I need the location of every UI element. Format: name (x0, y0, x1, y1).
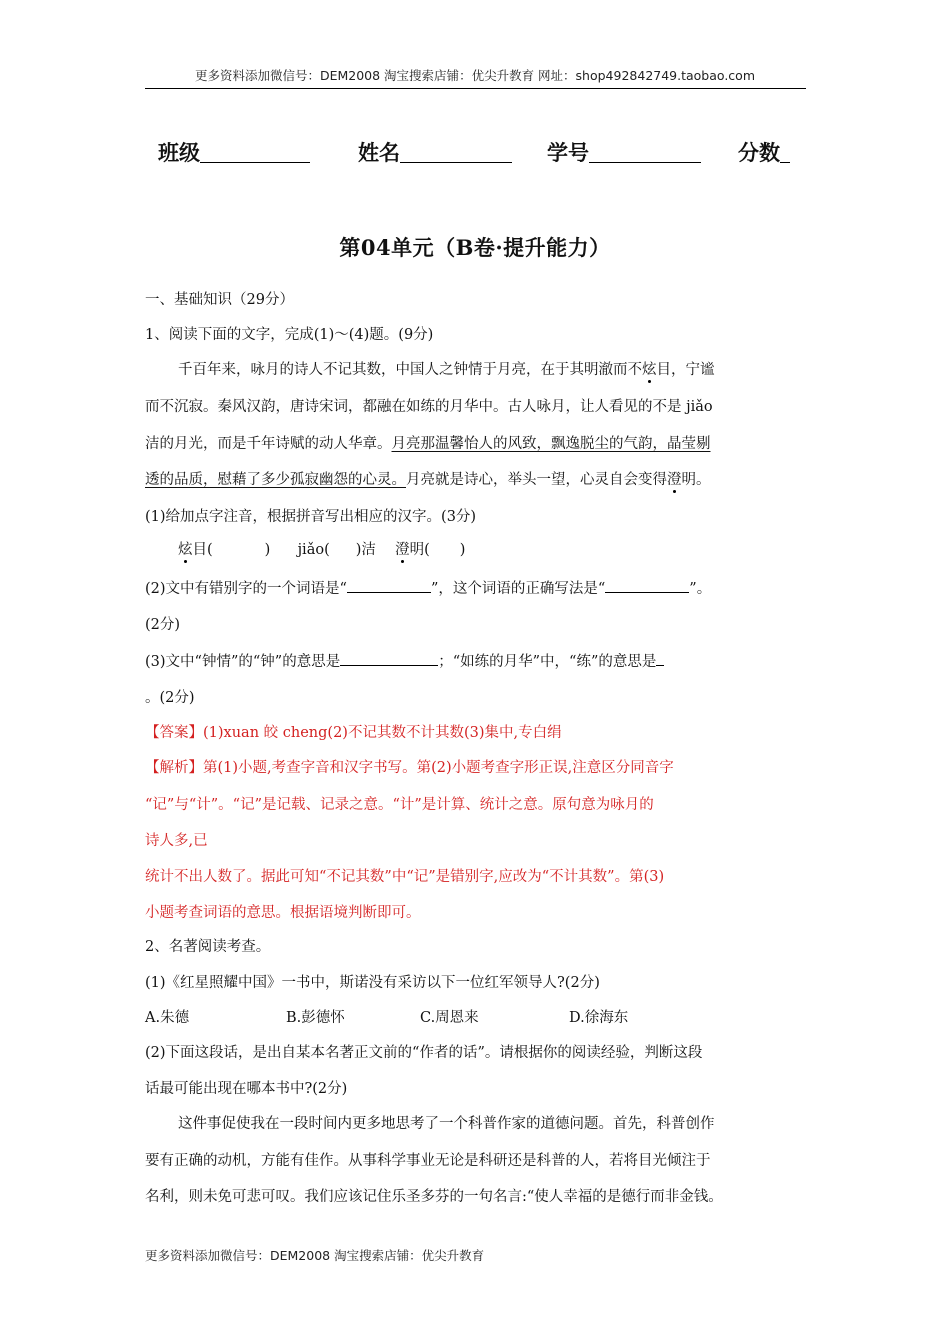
q1-passage-line: 洁的月光，而是千年诗赋的动人华章。月亮那温馨怡人的风致，飘逸脱尘的气韵，晶莹剔 (145, 436, 711, 452)
name-field: 姓名 (358, 137, 512, 167)
analysis-line: 统计不出人数了。据此可知“不记其数”中“记”是错别字,应改为“不计其数”。第(3) (145, 869, 665, 885)
analysis-line: “记”与“计”。“记”是记载、记录之意。“计”是计算、统计之意。原句意为咏月的 (145, 797, 654, 813)
choice-d[interactable]: D.徐海东 (569, 1010, 629, 1026)
fill-blank[interactable] (340, 651, 438, 666)
class-field: 班级 (158, 137, 310, 167)
q2-stem: 2、名著阅读考查。 (145, 939, 271, 955)
page-footer: 更多资料添加微信号：DEM2008 淘宝搜索店铺：优尖升教育 (145, 1248, 485, 1263)
q1-sub2-score: (2分) (145, 617, 181, 633)
q2-sub2: (2)下面这段话，是出自某本名著正文前的“作者的话”。请根据你的阅读经验，判断这段 (145, 1045, 703, 1061)
fill-blank[interactable] (347, 578, 431, 593)
q1-sub2: (2)文中有错别字的一个词语是“ ”，这个词语的正确写法是“ ”。 (145, 578, 711, 599)
choice-c[interactable]: C.周恩来 (420, 1010, 479, 1026)
q1-stem: 1、阅读下面的文字，完成(1)～(4)题。(9分) (145, 327, 434, 343)
q2-sub2: 话最可能出现在哪本书中?(2分) (145, 1081, 348, 1097)
name-blank[interactable] (400, 140, 512, 163)
q2-passage-line: 要有正确的动机，方能有佳作。从事科学事业无论是科研还是科普的人，若将目光倾注于 (145, 1153, 711, 1169)
q2-passage-line: 名利，则未免可悲可叹。我们应该记住乐圣多芬的一句名言:“使人幸福的是德行而非金钱。 (145, 1189, 723, 1205)
page-title: 第04单元（B卷·提升能力） (339, 235, 611, 260)
header-rule (145, 88, 806, 89)
number-field: 学号 (547, 137, 701, 167)
analysis-line: 【解析】第(1)小题,考查字音和汉字书写。第(2)小题考查字形正误,注意区分同音字 (145, 760, 674, 776)
number-blank[interactable] (589, 140, 701, 163)
analysis-line: 诗人多,已 (145, 833, 208, 849)
q1-passage-line: 千百年来，咏月的诗人不记其数，中国人之钟情于月亮，在于其明澈而不炫目，宁谧 (178, 362, 715, 378)
score-blank[interactable] (780, 140, 790, 163)
q1-sub1-items: 炫目( ) jiǎo( )洁 澄明( ) (178, 542, 466, 558)
q1-sub3-score: 。(2分) (145, 690, 195, 706)
q2-choices (145, 1008, 805, 1028)
q2-sub1: (1)《红星照耀中国》一书中，斯诺没有采访以下一位红军领导人?(2分) (145, 975, 600, 991)
q1-passage-line: 透的品质，慰藉了多少孤寂幽怨的心灵。月亮就是诗心，举头一望，心灵自会变得澄明。 (145, 472, 711, 488)
analysis-line: 小题考查词语的意思。根据语境判断即可。 (145, 905, 421, 921)
fill-blank[interactable] (605, 578, 689, 593)
q1-sub3: (3)文中“钟情”的“钟”的意思是 ；“如练的月华”中，“练”的意思是 (145, 651, 664, 672)
choice-a[interactable]: A.朱德 (145, 1010, 190, 1026)
score-field: 分数 (738, 137, 790, 167)
q1-passage-line: 而不沉寂。秦风汉韵，唐诗宋词，都融在如练的月华中。古人咏月，让人看见的不是 jiǎo (145, 399, 713, 415)
answer-line: 【答案】(1)xuan 皎 cheng(2)不记其数不计其数(3)集中,专白绢 (145, 725, 562, 741)
section-heading: 一、基础知识（29分） (145, 292, 294, 308)
q2-passage-line: 这件事促使我在一段时间内更多地思考了一个科普作家的道德问题。首先，科普创作 (178, 1116, 715, 1132)
student-info-row (158, 137, 838, 169)
choice-b[interactable]: B.彭德怀 (286, 1010, 345, 1026)
q1-sub1: (1)给加点字注音，根据拼音写出相应的汉字。(3分) (145, 509, 477, 525)
fill-blank[interactable] (656, 651, 664, 666)
page-header: 更多资料添加微信号：DEM2008 淘宝搜索店铺：优尖升教育 网址：shop492842749.taobao.com (194, 68, 756, 83)
class-blank[interactable] (200, 140, 310, 163)
